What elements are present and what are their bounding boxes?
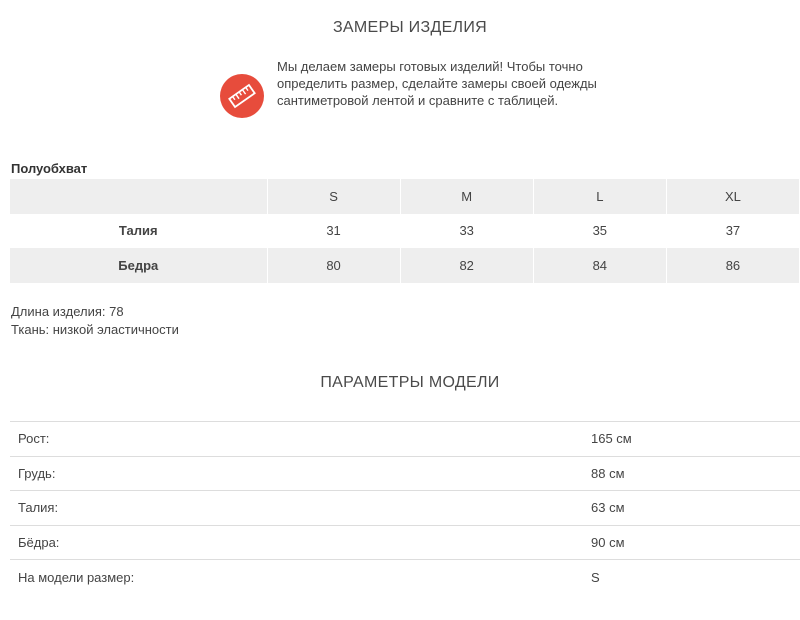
table-cell: 80 bbox=[267, 248, 400, 283]
size-header: M bbox=[400, 179, 533, 214]
table-row bbox=[10, 456, 800, 491]
table-cell: 33 bbox=[400, 214, 533, 249]
table-cell: 86 bbox=[666, 248, 799, 283]
table-cell: 82 bbox=[400, 248, 533, 283]
param-value: S bbox=[583, 560, 800, 595]
fabric-text: Ткань: низкой эластичности bbox=[11, 322, 179, 337]
table-row bbox=[10, 214, 800, 249]
row-label: Талия bbox=[10, 214, 267, 249]
table-cell: 31 bbox=[267, 214, 400, 249]
size-table bbox=[10, 179, 800, 283]
model-title: ПАРАМЕТРЫ МОДЕЛИ bbox=[320, 374, 500, 391]
size-header: S bbox=[267, 179, 400, 214]
param-value: 165 см bbox=[583, 422, 800, 457]
size-header: L bbox=[533, 179, 666, 214]
measurements-title: ЗАМЕРЫ ИЗДЕЛИЯ bbox=[332, 19, 488, 36]
size-header: XL bbox=[666, 179, 799, 214]
param-value: 63 см bbox=[583, 491, 800, 526]
row-label: Бедра bbox=[10, 248, 267, 283]
table-row bbox=[10, 525, 800, 560]
param-label: Рост: bbox=[10, 422, 583, 457]
product-info bbox=[11, 303, 179, 339]
empty-header-cell bbox=[10, 179, 267, 214]
table-cell: 37 bbox=[666, 214, 799, 249]
table-caption: Полуобхват bbox=[11, 161, 88, 176]
model-params-table bbox=[10, 421, 800, 594]
table-row bbox=[10, 491, 800, 526]
param-label: Бёдра: bbox=[10, 525, 583, 560]
param-label: На модели размер: bbox=[10, 560, 583, 595]
param-value: 88 см bbox=[583, 456, 800, 491]
param-value: 90 см bbox=[583, 525, 800, 560]
table-row bbox=[10, 248, 800, 283]
ruler-badge bbox=[220, 74, 264, 118]
table-row bbox=[10, 422, 800, 457]
table-row bbox=[10, 560, 800, 595]
table-cell: 35 bbox=[533, 214, 666, 249]
table-cell: 84 bbox=[533, 248, 666, 283]
measurements-intro bbox=[220, 58, 617, 118]
length-text: Длина изделия: 78 bbox=[11, 304, 124, 319]
intro-text: Мы делаем замеры готовых изделий! Чтобы точно определить размер, сделайте замеры своей одежды сантиметровой лентой и сравните с таблицей. bbox=[277, 59, 597, 108]
param-label: Талия: bbox=[10, 491, 583, 526]
param-label: Грудь: bbox=[10, 456, 583, 491]
size-header-row bbox=[10, 179, 800, 214]
ruler-icon bbox=[227, 81, 257, 111]
